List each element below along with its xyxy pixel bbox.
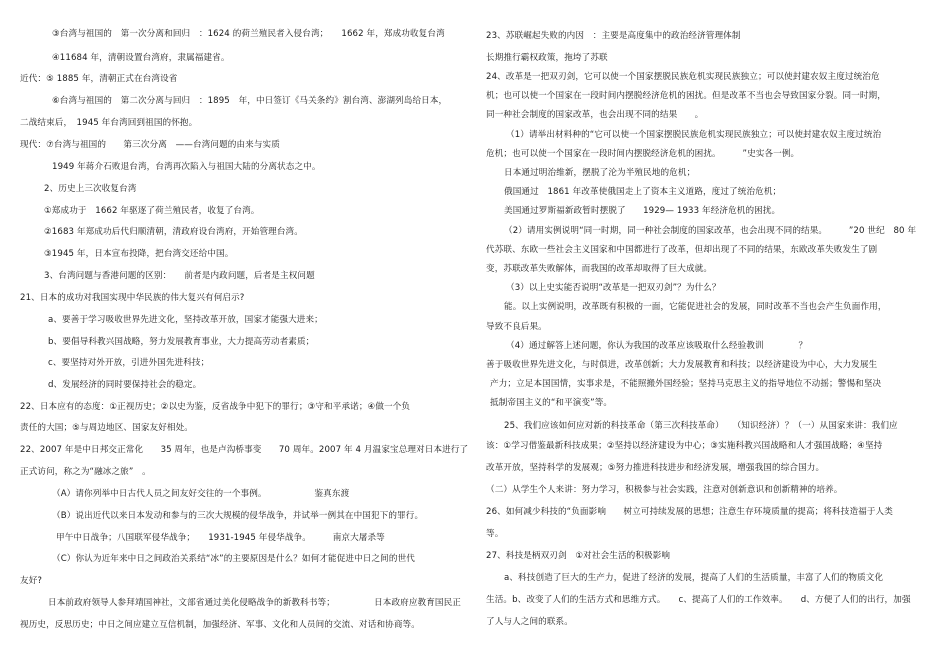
text-line: 机；也可以使一个国家在一段时间内摆脱经济危机的困扰。但是改革不当也会导致国家分裂。同一时期， [486, 91, 886, 101]
text-line: 正式访问，称之为“融冰之旅” 。 [20, 467, 151, 477]
text-line: （C）你认为近年来中日之间政治关系结“冰”的主要原因是什么？如何才能促进中日之间的世代 [52, 554, 415, 564]
question-heading: 24、改革是一把双刃剑，它可以使一个国家摆脱民族危机实现民族独立；可以使封建农奴主度过统治危 [486, 72, 880, 82]
section-heading: 3、台湾问题与香港问题的区别： 前者是内政问题，后者是主权问题 [44, 271, 315, 281]
text-line: 视历史，反思历史；中日之间应建立互信机制，加强经济、军事、文化和人员间的交流、对话和协商等。 [20, 620, 420, 630]
text-line: 长期推行霸权政策，拖垮了苏联 [486, 53, 608, 63]
text-line: （3）以上史实能否说明“改革是一把双刃剑”？为什么？ [506, 283, 721, 293]
text-line: 日本前政府领导人参拜靖国神社，文部省通过美化侵略战争的新教科书等； 日本政府应教育国民正 [48, 598, 462, 608]
text-line: 现代：⑦台湾与祖国的 第三次分离 ——台湾问题的由来与实质 [20, 140, 280, 150]
text-line: 生活。b、改变了人们的生活方式和思维方式。 c、提高了人们的工作效率。 d、方便了人们的出行，加强 [486, 595, 911, 605]
text-line: 二战结束后， 1945 年台湾回到祖国的怀抱。 [20, 118, 198, 128]
text-line: a、要善于学习吸收世界先进文化，坚持改革开放，国家才能强大进来； [48, 315, 323, 325]
text-line: 美国通过罗斯福新政暂时摆脱了 1929— 1933 年经济危机的困扰。 [504, 206, 781, 216]
text-line: ②1683 年郑成功后代归顺清朝，清政府设台湾府，开始管理台湾。 [44, 227, 303, 237]
text-line: （二）从学生个人来讲：努力学习，积极参与社会实践，注意对创新意识和创新精神的培养。 [486, 485, 843, 495]
text-line: （B）说出近代以来日本发动和参与的三次大规模的侵华战争，并试举一例其在中国犯下的罪行。 [52, 511, 424, 521]
text-line: d、发展经济的同时要保持社会的稳定。 [48, 380, 202, 390]
text-line: 了人与人之间的联系。 [486, 617, 573, 627]
text-line: ④11684 年，清朝设置台湾府，隶属福建省。 [52, 53, 230, 63]
question-heading: 22、日本应有的态度：①正视历史；②以史为鉴，反省战争中犯下的罪行；③守和平承诺；④做一个负 [20, 402, 411, 412]
text-line: 近代：⑤ 1885 年，清朝正式在台湾设省 [20, 74, 178, 84]
text-line: 等。 [486, 529, 504, 539]
text-line: 友好? [20, 576, 43, 586]
question-heading: 21、日本的成功对我国实现中华民族的伟大复兴有何启示? [20, 293, 245, 303]
section-heading: 2、历史上三次收复台湾 [44, 184, 137, 194]
text-line: 俄国通过 1861 年改革使俄国走上了资本主义道路，度过了统治危机； [504, 187, 782, 197]
text-line: 1949 年蒋介石败退台湾，台湾再次陷入与祖国大陆的分离状态之中。 [52, 162, 321, 172]
text-line: 能。以上实例说明，改革既有积极的一面，它能促进社会的发展，同时改革不当也会产生负面作用， [504, 302, 887, 312]
question-heading: 23、苏联崛起失败的内因 ：主要是高度集中的政治经济管理体制 [486, 31, 741, 41]
text-line: （2）请用实例说明“同一时期，同一种社会制度的国家改革，也会出现不同的结果。 ”20 世纪 80 年 [504, 226, 917, 236]
text-line: ③台湾与祖国的 第一次分离和回归 ：1624 的荷兰殖民者入侵台湾； 1662 年，郑成功收复台湾 [52, 29, 445, 39]
text-line: 导致不良后果。 [486, 322, 547, 332]
text-line: （A）请你列举中日古代人员之间友好交往的一个事例。 鉴真东渡 [52, 489, 350, 499]
text-line: 甲午中日战争；八国联军侵华战争； 1931-1945 年侵华战争。 南京大屠杀等 [56, 533, 385, 543]
text-line: 同一种社会制度的国家改革，也会出现不同的结果 。 [486, 110, 704, 120]
text-line: b、要倡导科教兴国战略，努力发展教育事业，大力提高劳动者素质； [48, 337, 315, 347]
text-line: a、科技创造了巨大的生产力，促进了经济的发展，提高了人们的生活质量，丰富了人们的物质文化 [504, 573, 884, 583]
text-line: 代苏联、东欧一些社会主义国家和中国都进行了改革，但却出现了不同的结果，东欧改革失败发生了剧 [486, 245, 878, 255]
question-heading: 25、我们应该如何应对新的科技革命（第三次科技革命） （知识经济）？（一）从国家来讲：我们应 [504, 421, 898, 431]
text-line: 产力；立足本国国情，实事求是，不能照搬外国经验；坚持马克思主义的指导地位不动摇；警惕和坚决 [490, 379, 882, 389]
text-line: 抵制帝国主义的“和平演变”等。 [490, 398, 613, 408]
text-line: 日本通过明治维新，摆脱了沦为半殖民地的危机； [504, 168, 696, 178]
text-line: ①郑成功于 1662 年驱逐了荷兰殖民者，收复了台湾。 [44, 206, 260, 216]
question-heading: 22、2007 年是中日邦交正常化 35 周年，也是卢沟桥事变 70 周年。2007 年 4 月温家宝总理对日本进行了 [20, 445, 469, 455]
text-line: 危机；也可以使一个国家在一段时间内摆脱经济危机的困扰。 ”史实各一例。 [486, 149, 800, 159]
question-heading: 27、科技是柄双刃剑 ①对社会生活的积极影响 [486, 551, 671, 561]
text-line: 该：①学习借鉴最新科技成果；②坚持以经济建设为中心；③实施科教兴国战略和人才强国战略；④坚持 [486, 441, 883, 451]
text-line: （1）请举出材料种的“它可以使一个国家摆脱民族危机实现民族独立；可以使封建农奴主度过统治 [506, 130, 882, 140]
text-line: 善于吸收世界先进文化，与时俱进，改革创新；大力发展教育和科技；以经济建设为中心，大力发展生 [486, 360, 878, 370]
text-line: ③1945 年，日本宣布投降，把台湾交还给中国。 [44, 249, 234, 259]
text-line: （4）通过解答上述问题，你认为我国的改革应该吸取什么经验教训 ？ [506, 341, 808, 351]
text-line: 责任的大国；⑤与周边地区、国家友好相处。 [20, 423, 193, 433]
text-line: 变，苏联改革失败解体，而我国的改革却取得了巨大成就。 [486, 264, 713, 274]
text-line: c、要坚持对外开放，引进外国先进科技； [48, 358, 210, 368]
text-line: ⑥台湾与祖国的 第二次分离与回归 ：1895 年，中日签订《马关条约》割台湾、澎湖列岛给日本， [52, 96, 448, 106]
question-heading: 26、如何减少科技的“负面影响 树立可持续发展的思想；注意生存环境质量的提高；将科技造福于人类 [486, 507, 893, 517]
text-line: 改革开放，坚持科学的发展观；⑤努力推进科技进步和经济发展，增强我国的综合国力。 [486, 463, 825, 473]
